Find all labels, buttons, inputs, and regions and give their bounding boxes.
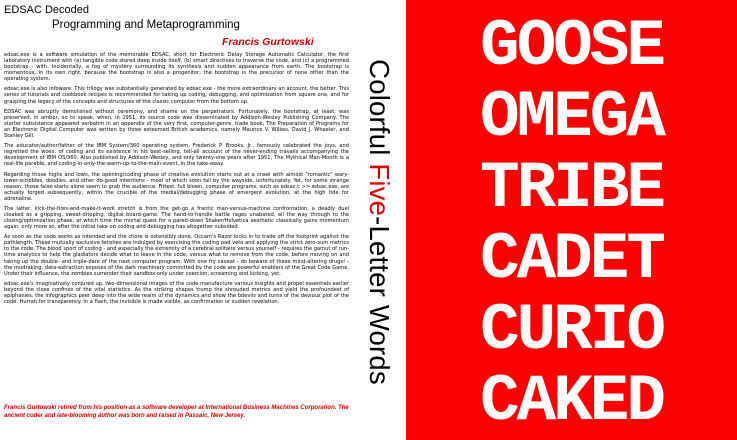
spine-title xyxy=(363,59,395,385)
spine-title-suffix: -Letter Words xyxy=(364,216,395,385)
author-name: Francis Gurtowski xyxy=(222,36,314,48)
cover-word: CAKED xyxy=(479,364,664,439)
book-subtitle: Programming and Metaprogramming xyxy=(52,19,240,31)
blurb-paragraph: Regarding those highs and lows, the opening/coding phase of creative evolution starts out at a crawl with almost "romantic" wary-lower-scribbles, doodles, and other do-good intentions - most of which soon fall by the wayside, unfortunately. Yet, for some strange reason, those false starts alone seem to grab the audience. Fittest, full blown, computer programs, such as edsac.c >> edsac.exe, are actually forged subsequently, within the crucible of the medial/debugging phase of emergent evolution, at the high tide for adrenaline. xyxy=(4,171,349,202)
cover-word: GOOSE xyxy=(479,9,664,84)
back-cover xyxy=(0,0,356,440)
cover-word: CADET xyxy=(479,222,664,297)
blurb-paragraph: The educator/author/father of the IBM System/360 operating system, Frederick P. Brooks, Jr., famously celebrated the joys, and regretted the woes, of coding and its existence in his best-selling, tell-all account of the never-ending travails accompanying the development of IBM OS/360. Also published by Addison-Wesley, and only twenty-one years after 1951, The Mythical Man-Month is a real-life parable, and coding-in-only-the-warm-up-to-the-main-event, in the take-away. xyxy=(4,143,349,168)
front-cover xyxy=(406,0,737,440)
book-title: EDSAC Decoded xyxy=(4,4,89,16)
blurb-paragraph: As soon as the code works as intended and the chore is ostensibly done, Occam's Razor kicks in to trade off the footprint against the pathlength. These mutually exclusive fetishes are indulged by exercising the coding pad veto and applying the strict zero-sum metrics to the code. The blood sport of coding - and especially the extremity of a cerebral solitaire versus yourself - requires the gamut of run-time analytics to help the gladiators decide what to leave in the code, versus what to remove from the code, before moving on and taking up the double- and triple-dare of the next computer program. With one fry caveat - do beware of these mind-altering drugs! - the mudraking, data-extraction exposes of the dark machinery committed by the code are powerful enablers of the Great Code Game. Under their influence, the zombies surrender their sandbox only under coercion, screaming and kicking, yet. xyxy=(4,234,349,277)
cover-word: TRIBE xyxy=(479,151,664,226)
spine-title-prefix: Colorful xyxy=(364,59,395,164)
blurb-paragraph: The latter, kick-the-tires-and-make-it-work stretch is from the get-go a frantic man-versus-machine confrontation, a deadly duel cloaked as a gripping, sweat-dripping, digital board-game. The hand-to-handle battle rages unabated, all the way through to the closing/optimization phase, at which time the mortal quest for a pared-down Shaker/Helvetica aesthetic classically gains momentum again, only more so, after the initial take on coding and debugging has altogether subsided. xyxy=(4,205,349,231)
blurb-paragraph: edsac.exe is a software simulation of the memorable EDSAC, short for Electronic Delay Storage Automatic Calculator, the first laboratory instrument with (a) tangible code stored deep inside itself, (b) smart directives to traverse the code, and (c) a programmed bootstrap - with, incidentally, a fog of mystery surrounding its synthesis and sudden appearance from earth. The bootstrap is momentous, in its own right, because the bootstrap is also a progenitor, the bootstrap is the precursor of none other than the operating system. xyxy=(4,52,349,83)
cover-word: CURIO xyxy=(479,293,664,368)
blurb xyxy=(4,52,349,309)
cover-word: OMEGA xyxy=(479,80,664,155)
blurb-paragraph: edsac.exe is also infoware. This trilogy was substantially generated by edsac.exe - the more extraordinary an account, the better. This series of tutorials and cookbook recipes is recommended for taking up coding, debugging, and optimization from square one, and for grasping the legacy of the concepts and structures of the classic computer from the bottom up. xyxy=(4,86,349,105)
book-spine xyxy=(356,0,402,440)
blurb-paragraph: edsac.exe's imaginatively conjured up, two-dimensional images of the code manufacture various insights and propel essentials earlier beyond the close confines of the vital statistics. As the striking shapes trump the shrouded metrics and yield the profoundest of epiphanies, the infographics peer deep into the wide realm of the dynamics and show the bdevils and turns of the devious plot of the code. Hurrah for transparency. In a flash, the invisible is made visible, as confirmation or sudden revelation. xyxy=(4,280,349,305)
blurb-paragraph: EDSAC was abruptly demolished without ceremony, and shame on the perpetrators. Fortunately, the bootstrap, at least, was preserved, in amber, so to speak, when, in 1951, its source code was disseminated by Addison-Wesley Publishing Company. The starter subsistence appeared verbatim in an appendix of the very first, computer-genre, trade book, The Preparation of Programs for an Electronic Digital Computer was written by three esteemed British academics, namely Maurice V. Wilkes, David J. Wheeler, and Stanley Gill. xyxy=(4,108,349,139)
spine-title-highlight: Five xyxy=(364,163,395,217)
author-bio: Francis Gurtowski retired from his position as a software developer at International Business Machines Corporation. The ancient coder and late-blooming author was born and raised in Passaic, New Jersey. xyxy=(4,405,349,419)
